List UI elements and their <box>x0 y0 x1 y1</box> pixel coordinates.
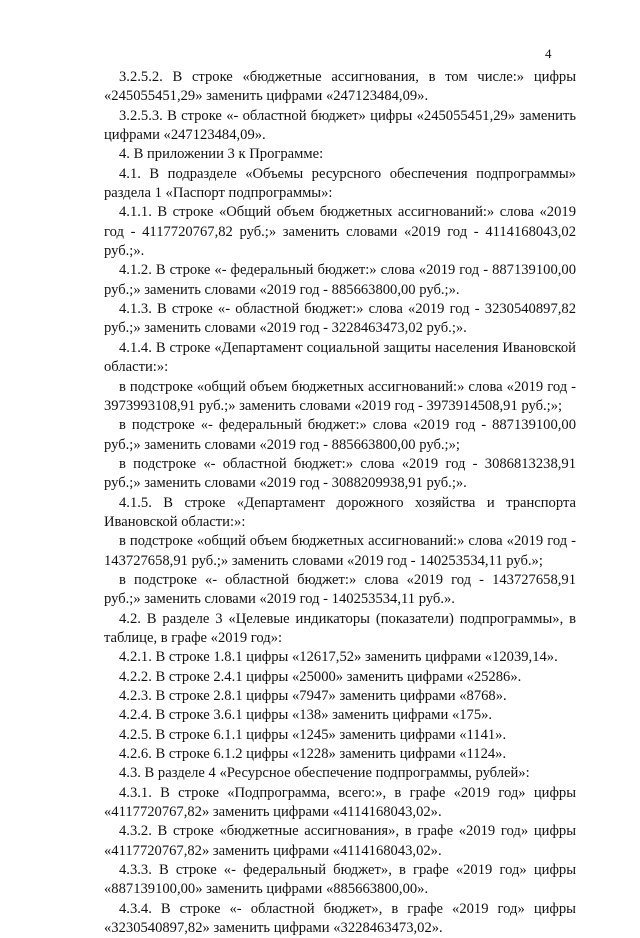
paragraph-4-1: 4.1. В подразделе «Объемы ресурсного обеспечения подпрограммы» раздела 1 «Паспорт подпрограммы»: <box>104 165 576 202</box>
subparagraph-4-1-5-regional: в подстроке «- областной бюджет:» слова «2019 год - 143727658,91 руб.;» заменить словами «2019 год - 140253534,11 руб.». <box>104 571 576 608</box>
paragraph-4-2-6: 4.2.6. В строке 6.1.2 цифры «1228» заменить цифрами «1124». <box>119 746 507 763</box>
subparagraph-4-1-4-regional: в подстроке «- областной бюджет:» слова «2019 год - 3086813238,91 руб.;» заменить словами «2019 год - 3088209938,91 руб.;». <box>104 455 576 492</box>
paragraph-4-3: 4.3. В разделе 4 «Ресурсное обеспечение подпрограммы, рублей»: <box>119 765 530 782</box>
paragraph-4-2-5: 4.2.5. В строке 6.1.1 цифры «1245» заменить цифрами «1141». <box>119 726 507 743</box>
paragraph-4-1-5: 4.1.5. В строке «Департамент дорожного хозяйства и транспорта Ивановской области:»: <box>104 494 576 530</box>
paragraph-4-2-4: 4.2.4. В строке 3.6.1 цифры «138» заменить цифрами «175». <box>119 707 493 724</box>
subparagraph-4-1-5-total: в подстроке «общий объем бюджетных ассигнований:» слова «2019 год - 143727658,91 руб.;» заменить словами «2019 год - 140253534,11 руб.»; <box>104 533 576 569</box>
paragraph-4-2-1: 4.2.1. В строке 1.8.1 цифры «12617,52» заменить цифрами «12039,14». <box>119 649 558 666</box>
document-body <box>104 68 576 938</box>
subparagraph-4-1-4-federal: в подстроке «- федеральный бюджет:» слова «2019 год - 887139100,00 руб.;» заменить словами «2019 год - 885663800,00 руб.;»; <box>104 417 576 453</box>
paragraph-4-2-3: 4.2.3. В строке 2.8.1 цифры «7947» заменить цифрами «8768». <box>119 688 507 704</box>
paragraph-4-1-2: 4.1.2. В строке «- федеральный бюджет:» слова «2019 год - 887139100,00 руб.;» заменить словами «2019 год - 885663800,00 руб.;». <box>104 262 576 298</box>
paragraph-4-2-2: 4.2.2. В строке 2.4.1 цифры «25000» заменить цифрами «25286». <box>119 668 522 685</box>
paragraph-4-1-1: 4.1.1. В строке «Общий объем бюджетных ассигнований:» слова «2019 год - 4117720767,82 руб.;» заменить словами «2019 год - 4114168043,02 руб.;». <box>104 204 576 260</box>
paragraph-4-2: 4.2. В разделе 3 «Целевые индикаторы (показатели) подпрограммы», в таблице, в графе «2019 год»: <box>104 610 576 646</box>
paragraph-4-1-3: 4.1.3. В строке «- областной бюджет:» слова «2019 год - 3230540897,82 руб.;» заменить словами «2019 год - 3228463473,02 руб.;». <box>104 301 576 337</box>
paragraph-3-2-5-2: 3.2.5.2. В строке «бюджетные ассигнования, в том числе:» цифры «245055451,29» заменить цифрами «247123484,09». <box>104 69 576 105</box>
paragraph-4-1-4: 4.1.4. В строке «Департамент социальной защиты населения Ивановской области:»: <box>104 339 576 376</box>
paragraph-4: 4. В приложении 3 к Программе: <box>119 146 324 163</box>
paragraph-3-2-5-3: 3.2.5.3. В строке «- областной бюджет» цифры «245055451,29» заменить цифрами «247123484,09». <box>104 107 576 144</box>
paragraph-4-3-4: 4.3.4. В строке «- областной бюджет», в графе «2019 год» цифры «3230540897,82» заменить цифрами «3228463473,02». <box>104 900 576 937</box>
page-number: 4 <box>545 46 552 61</box>
paragraph-4-3-3: 4.3.3. В строке «- федеральный бюджет», в графе «2019 год» цифры «887139100,00» заменить цифрами «885663800,00». <box>104 862 576 898</box>
subparagraph-4-1-4-total: в подстроке «общий объем бюджетных ассигнований:» слова «2019 год - 3973993108,91 руб.;» заменить словами «2019 год - 3973914508,91 руб.;»; <box>104 378 576 414</box>
paragraph-4-3-2: 4.3.2. В строке «бюджетные ассигнования», в графе «2019 год» цифры «4117720767,82» заменить цифрами «4114168043,02». <box>104 823 576 859</box>
paragraph-4-3-1: 4.3.1. В строке «Подпрограмма, всего:», в графе «2019 год» цифры «4117720767,82» заменить цифрами «4114168043,02». <box>104 784 576 821</box>
